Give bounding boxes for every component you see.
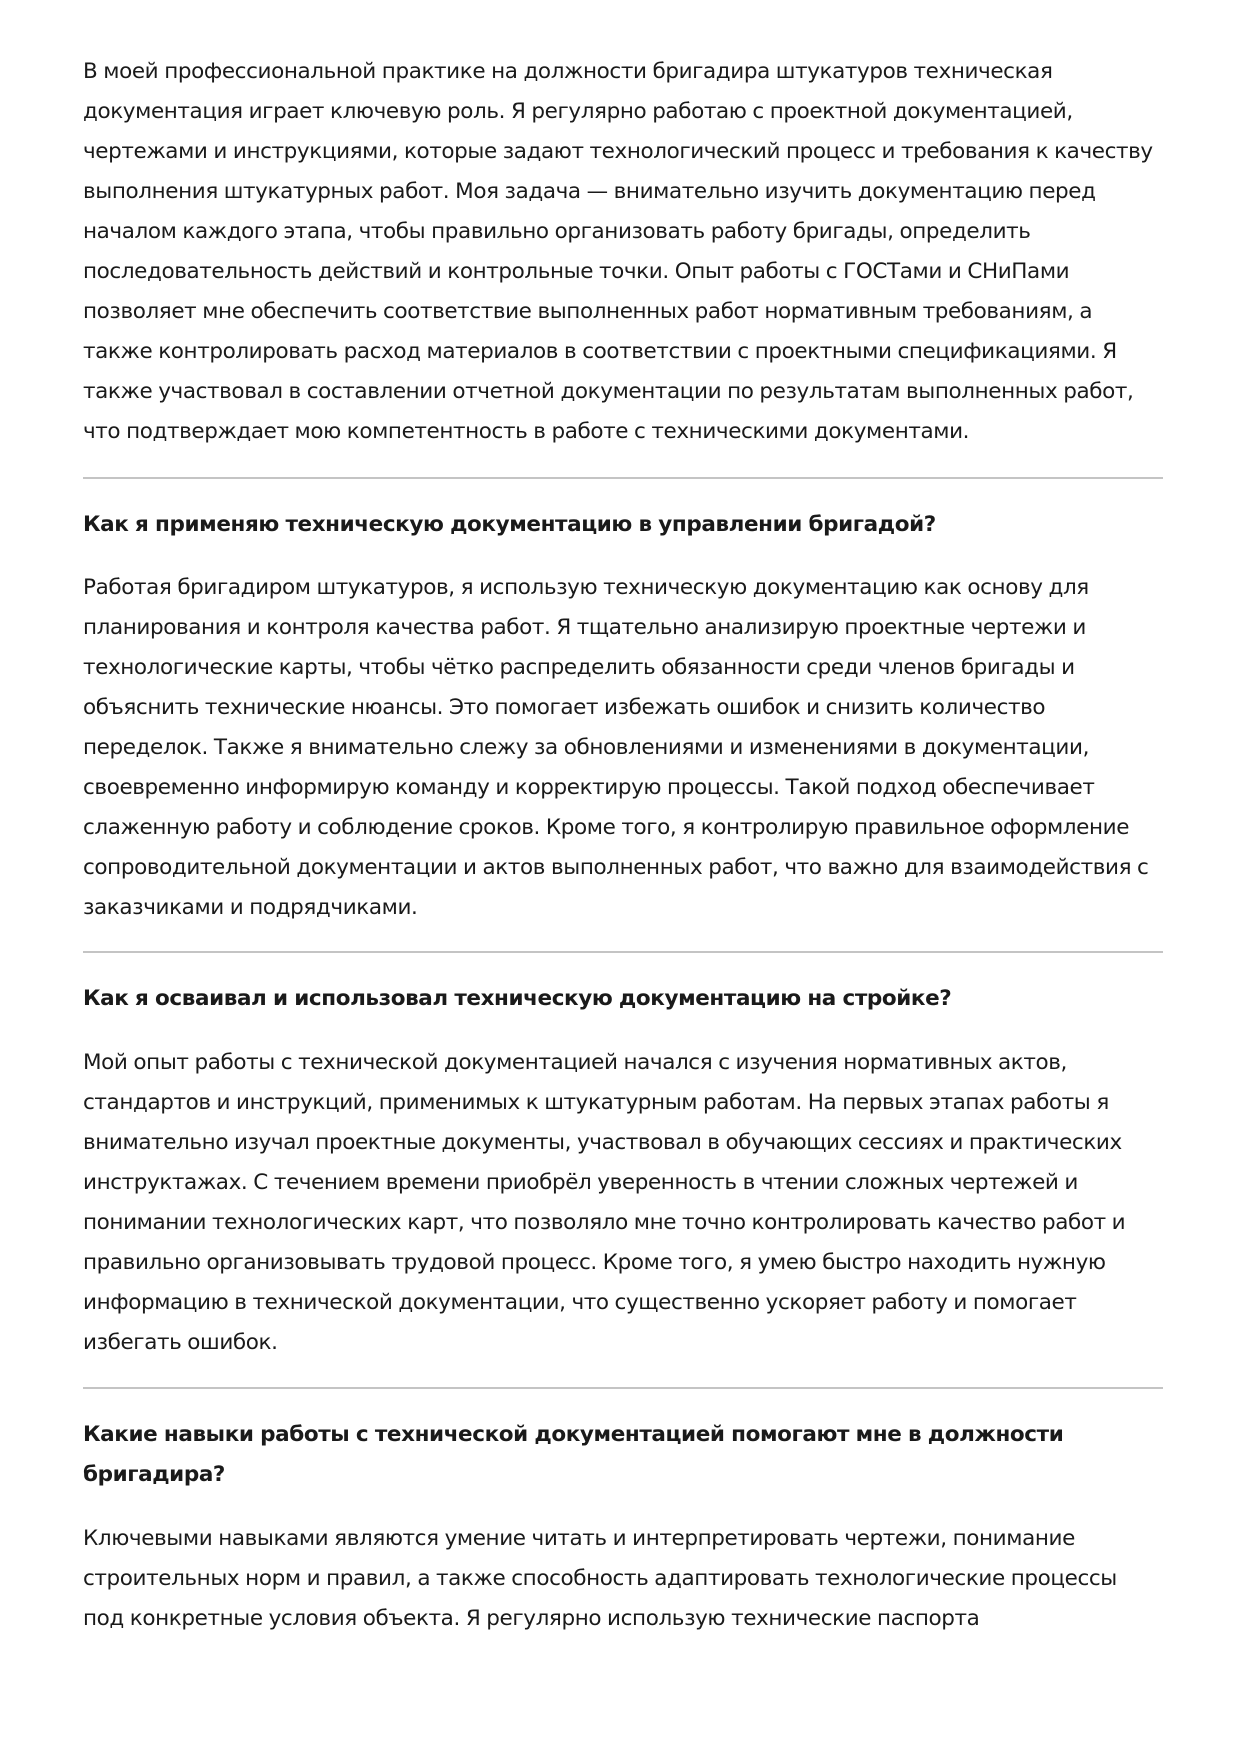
section-documentation-skills bbox=[83, 1415, 1163, 1639]
section-paragraph: Работая бригадиром штукатуров, я использую техническую документацию как основу для планирования и контроля качества работ. Я тщательно анализирую проектные чертежи и технологические карты, чтобы чётко распределить обязанности среди членов бригады и объяснить технические нюансы. Это помогает избежать ошибок и снизить количество переделок. Также я внимательно слежу за обновлениями и изменениями в документации, своевременно информирую команду и корректирую процессы. Такой подход обеспечивает слаженную работу и соблюдение сроков. Кроме того, я контролирую правильное оформление сопроводительной документации и актов выполненных работ, что важно для взаимодействия с заказчиками и подрядчиками. bbox=[83, 575, 1149, 920]
section-divider bbox=[83, 1387, 1163, 1389]
section-learning-documentation bbox=[83, 979, 1163, 1363]
intro-paragraph: В моей профессиональной практике на должности бригадира штукатуров техническая документация играет ключевую роль. Я регулярно работаю с проектной документацией, чертежами и инструкциями, которые задают технологический процесс и требования к качеству выполнения штукатурных работ. Моя задача — внимательно изучить документацию перед началом каждого этапа, чтобы правильно организовать работу бригады, определить последовательность действий и контрольные точки. Опыт работы с ГОСТами и СНиПами позволяет мне обеспечить соответствие выполненных работ нормативным требованиям, а также контролировать расход материалов в соответствии с проектными спецификациями. Я также участвовал в составлении отчетной документации по результатам выполненных работ, что подтверждает мою компетентность в работе с техническими документами. bbox=[83, 59, 1153, 444]
section-brigade-management bbox=[83, 505, 1163, 928]
section-paragraph: Ключевыми навыками являются умение читать и интерпретировать чертежи, понимание строительных норм и правил, а также способность адаптировать технологические процессы под конкретные условия объекта. Я регулярно использую технические паспорта bbox=[83, 1526, 1117, 1631]
document-page bbox=[83, 52, 1163, 1639]
section-heading: Как я осваивал и использовал техническую документацию на стройке? bbox=[83, 986, 952, 1011]
section-heading: Как я применяю техническую документацию в управлении бригадой? bbox=[83, 512, 936, 537]
section-heading: Какие навыки работы с технической документацией помогают мне в должности бригадира? bbox=[83, 1422, 1064, 1487]
section-divider bbox=[83, 951, 1163, 953]
section-divider bbox=[83, 477, 1163, 479]
section-paragraph: Мой опыт работы с технической документацией начался с изучения нормативных актов, стандартов и инструкций, применимых к штукатурным работам. На первых этапах работы я внимательно изучал проектные документы, участвовал в обучающих сессиях и практических инструктажах. С течением времени приобрёл уверенность в чтении сложных чертежей и понимании технологических карт, что позволяло мне точно контролировать качество работ и правильно организовывать трудовой процесс. Кроме того, я умею быстро находить нужную информацию в технической документации, что существенно ускоряет работу и помогает избегать ошибок. bbox=[83, 1050, 1126, 1355]
